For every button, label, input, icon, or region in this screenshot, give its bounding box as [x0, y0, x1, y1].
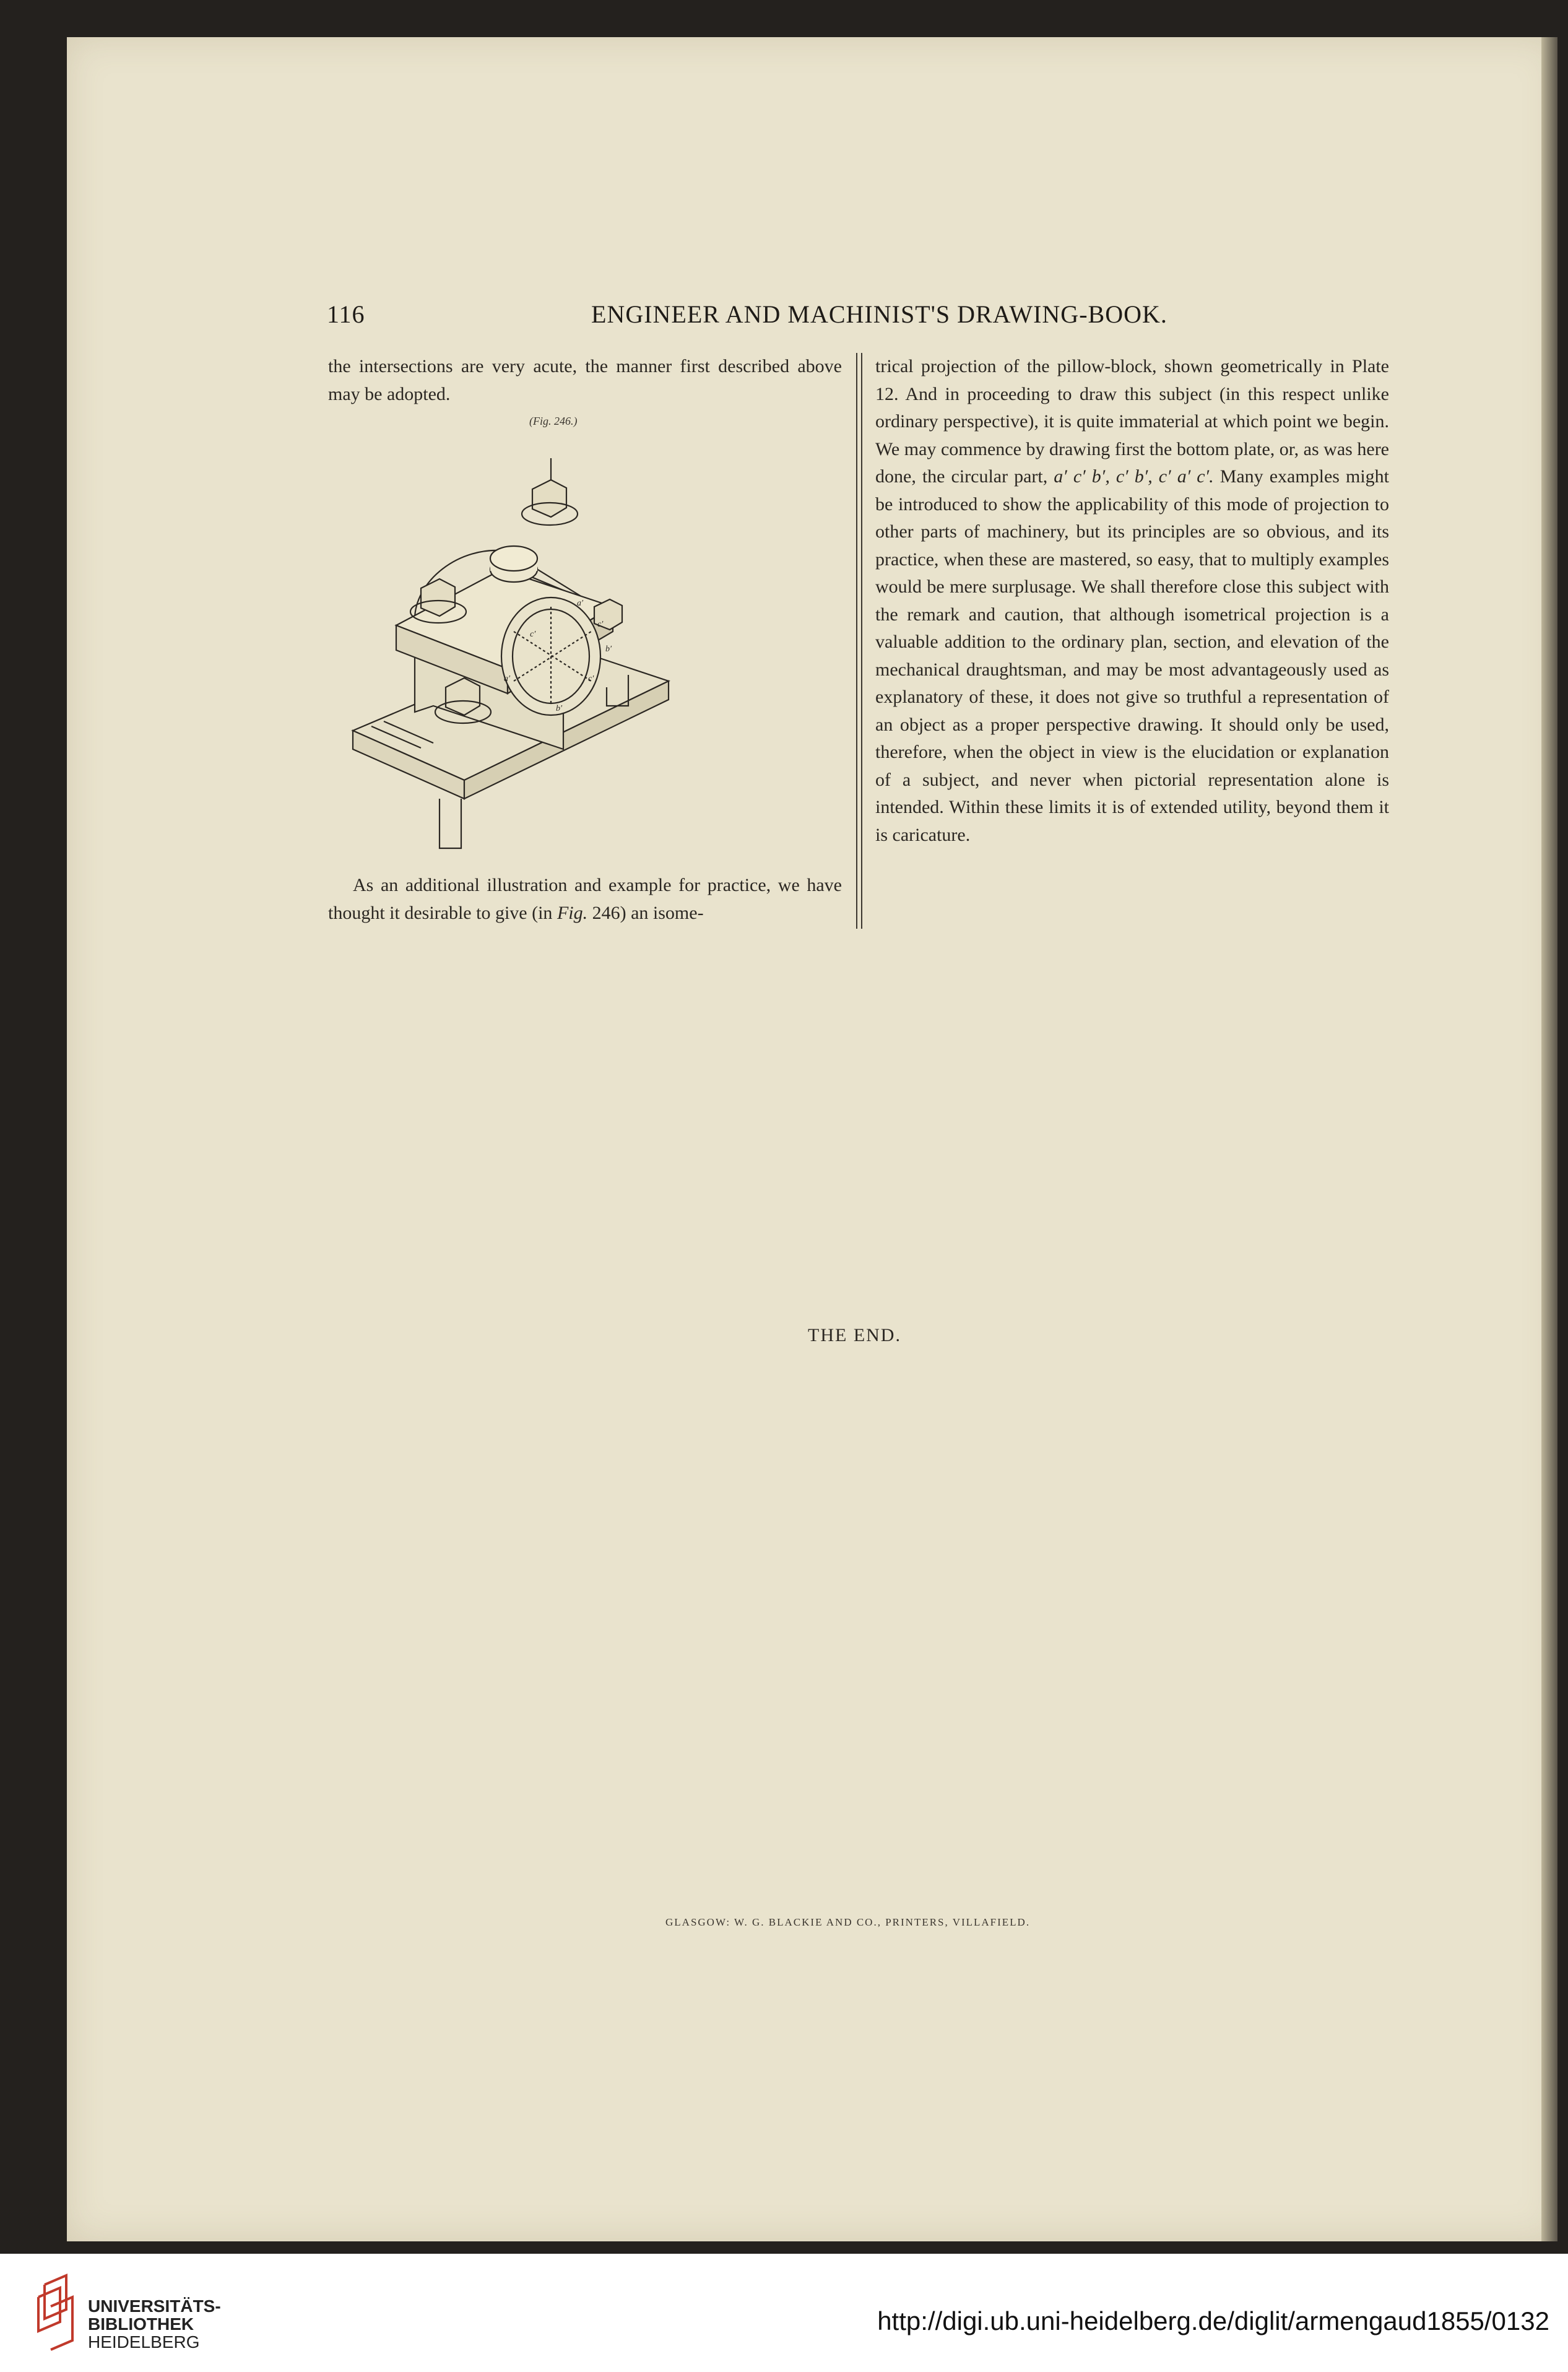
text-span: As an additional illustration and example for practice, we have thought it desirable to give (in [328, 875, 842, 923]
page-edge [1541, 37, 1557, 2241]
viewer-footer [0, 2254, 1568, 2372]
running-title: ENGINEER AND MACHINIST'S DRAWING-BOOK. [591, 300, 1167, 328]
printer-imprint: GLASGOW: W. G. BLACKIE AND CO., PRINTERS, VILLAFIELD. [665, 1916, 1031, 1928]
library-line: BIBLIOTHEK [88, 2314, 194, 2334]
library-name [88, 2297, 221, 2351]
pillow-block-figure [347, 421, 829, 867]
library-line: UNIVERSITÄTS- [88, 2296, 221, 2316]
figure-label: a′ [504, 674, 511, 684]
library-line: HEIDELBERG [88, 2332, 200, 2352]
point-labels: a′ c′ b′, c′ b′, c′ a′ c′. [1054, 466, 1214, 487]
right-column-text [875, 353, 1389, 849]
figure-caption: (Fig. 246.) [529, 415, 578, 427]
library-logo-icon [32, 2272, 82, 2353]
paragraph [875, 353, 1389, 849]
figure-label: c′ [530, 630, 536, 639]
the-end-text: THE END. [808, 1325, 901, 1345]
column-divider [856, 353, 862, 929]
page-number: 116 [327, 300, 365, 328]
left-column-top-text [328, 353, 842, 408]
text-span: Many examples might be introduced to show the applicability of this mode of projection to other parts of machinery, but its principles are so obvious, and its practice, when these are mastered, so easy, that to multiply examples would be mere surplusage. We shall therefore close this subject with the remark and caution, that although isometrical projection is a valuable addition to the ordinary plan, section, and elevation of the mechanical draughtsman, and may be most advantageously used as explanatory of these, it does not give so truthful a representation of an object as a proper perspective drawing. It should only be used, therefore, when the object in view is the elucidation or explanation of a subject, and never when pictorial representation alone is intended. Within these limits it is of extended utility, beyond them it is caricature. [875, 466, 1390, 845]
text-span: trical projection of the pillow-block, shown geometrically in Plate 12. And in proceeding to draw this subject (in this respect unlike ordinary perspective), it is quite immaterial at which point we begin. We may commence by drawing first the bottom plate, or, as was here done, the circular part, [875, 356, 1389, 487]
fig-reference: Fig. [557, 902, 588, 923]
figure-label: b′ [556, 704, 563, 713]
paragraph [328, 872, 842, 927]
permalink-url[interactable]: http://digi.ub.uni-heidelberg.de/diglit/armengaud1855/0132 [877, 2306, 1549, 2335]
figure-label: a′ [577, 599, 584, 608]
left-column-bottom-text [328, 872, 842, 927]
figure-label: c′ [597, 620, 604, 629]
figure-label: c′ [588, 674, 594, 684]
paragraph: the intersections are very acute, the manner first described above may be adopted. [328, 356, 842, 404]
text-span: 246) an isome- [587, 902, 704, 923]
figure-label: b′ [605, 645, 612, 654]
